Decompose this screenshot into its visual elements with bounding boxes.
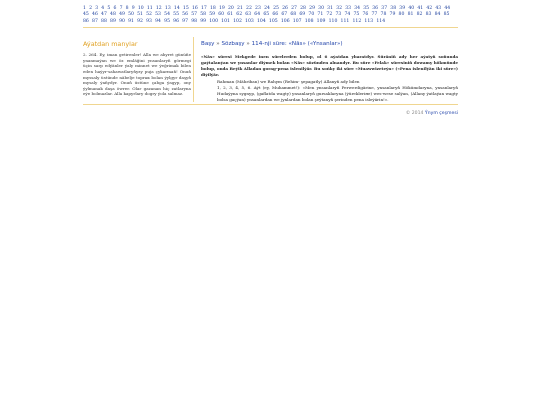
page-link[interactable]: 89 bbox=[110, 18, 116, 24]
breadcrumb-current: 114-nji süre: «Nās» («Ynsanlar») bbox=[251, 41, 343, 48]
page-link[interactable]: 3 bbox=[95, 6, 99, 11]
footer bbox=[83, 111, 458, 116]
page-link[interactable]: 50 bbox=[128, 12, 134, 18]
page-link[interactable]: 26 bbox=[282, 6, 288, 11]
page-link[interactable]: 83 bbox=[425, 12, 432, 18]
verses-text: 1, 2, 3, 4, 5, 6. Aýt (ey, Muhammet!): «Men ynsanlaryň Perwerdigärine, ynsanlaryň Hökümdaryna, ynsanlaryň Hudaýyna sygnyp, (gaflatda wagty) ynsanlaryň gursaklaryna (ýürekleriне) wes-wese salýan, (Allany ýatlaýan wagty bolsa gaçýan) ynsanlardan we jynlardan bolan şeýtanyň şerinden pena isleýärin!». bbox=[217, 85, 458, 102]
page-link[interactable]: 90 bbox=[119, 18, 125, 24]
page-link[interactable]: 41 bbox=[417, 6, 424, 11]
page-link[interactable]: 22 bbox=[246, 6, 252, 11]
page-link[interactable]: 96 bbox=[173, 18, 180, 24]
main-content bbox=[194, 37, 458, 102]
breadcrumb-separator: » bbox=[216, 41, 220, 48]
page-link[interactable]: 57 bbox=[191, 12, 198, 18]
page-link[interactable]: 110 bbox=[328, 18, 338, 24]
page-link[interactable]: 33 bbox=[345, 6, 352, 11]
page-link[interactable]: 109 bbox=[316, 18, 326, 24]
breadcrumb-contents-link[interactable]: Sözbaşy bbox=[221, 41, 245, 48]
page-link[interactable]: 30 bbox=[318, 6, 325, 11]
page-link[interactable]: 76 bbox=[362, 12, 369, 18]
page-link[interactable]: 71 bbox=[317, 12, 324, 18]
page-link[interactable]: 28 bbox=[300, 6, 306, 11]
page-link[interactable]: 9 bbox=[131, 6, 135, 11]
page-link[interactable]: 52 bbox=[146, 12, 152, 18]
page-link[interactable]: 74 bbox=[344, 12, 351, 18]
page-link[interactable]: 14 bbox=[173, 6, 180, 11]
page-link[interactable]: 79 bbox=[389, 12, 396, 18]
page-link[interactable]: 93 bbox=[146, 18, 152, 24]
page-link[interactable]: 24 bbox=[264, 6, 270, 11]
page-link[interactable]: 114 bbox=[376, 18, 386, 24]
page-link[interactable]: 4 bbox=[101, 6, 105, 11]
page-link[interactable]: 105 bbox=[268, 18, 278, 24]
page-link[interactable]: 102 bbox=[233, 18, 242, 24]
footer-copyright: © 2014 bbox=[405, 111, 424, 117]
page-link[interactable]: 54 bbox=[164, 12, 170, 18]
breadcrumb bbox=[201, 41, 458, 47]
page-link[interactable]: 112 bbox=[352, 18, 362, 24]
page-link[interactable]: 39 bbox=[399, 6, 406, 11]
breadcrumb-separator: » bbox=[246, 41, 250, 48]
page-link[interactable]: 107 bbox=[292, 18, 302, 24]
page-link[interactable]: 70 bbox=[308, 12, 315, 18]
page-wrapper bbox=[83, 6, 458, 116]
page-link[interactable]: 48 bbox=[110, 12, 116, 18]
page-link[interactable]: 113 bbox=[364, 18, 374, 24]
page-link[interactable]: 16 bbox=[191, 6, 198, 11]
page-link[interactable]: 25 bbox=[273, 6, 279, 11]
page-link[interactable]: 66 bbox=[272, 12, 279, 18]
page-link[interactable]: 32 bbox=[336, 6, 343, 11]
page-link[interactable]: 87 bbox=[92, 18, 98, 24]
page-link[interactable]: 38 bbox=[390, 6, 397, 11]
page-link[interactable]: 82 bbox=[416, 12, 423, 18]
page-link[interactable]: 92 bbox=[137, 18, 143, 24]
page-link[interactable]: 97 bbox=[182, 18, 189, 24]
page-link[interactable]: 75 bbox=[353, 12, 360, 18]
page-link[interactable]: 49 bbox=[119, 12, 125, 18]
page-link[interactable]: 15 bbox=[182, 6, 189, 11]
page-link[interactable]: 55 bbox=[173, 12, 180, 18]
page-link[interactable]: 67 bbox=[281, 12, 288, 18]
page-link[interactable]: 56 bbox=[182, 12, 189, 18]
footer-source-link[interactable]: Ýnym çeşmesi bbox=[424, 111, 458, 117]
page-link[interactable]: 88 bbox=[101, 18, 107, 24]
page-link[interactable]: 72 bbox=[326, 12, 333, 18]
page-link[interactable]: 5 bbox=[107, 6, 111, 11]
page-link[interactable]: 11 bbox=[146, 6, 153, 11]
page-link[interactable]: 91 bbox=[128, 18, 134, 24]
page-link[interactable]: 19 bbox=[218, 6, 225, 11]
page-link[interactable]: 80 bbox=[398, 12, 405, 18]
page-link[interactable]: 86 bbox=[83, 18, 89, 24]
page-link[interactable]: 44 bbox=[444, 6, 451, 11]
page-link[interactable]: 61 bbox=[227, 12, 234, 18]
page-link[interactable]: 45 bbox=[83, 12, 89, 18]
bottom-divider bbox=[83, 104, 458, 105]
page-link[interactable]: 103 bbox=[245, 18, 254, 24]
page-link[interactable]: 63 bbox=[245, 12, 252, 18]
page-link[interactable]: 99 bbox=[200, 18, 207, 24]
page-link[interactable]: 13 bbox=[164, 6, 171, 11]
page-link[interactable]: 78 bbox=[380, 12, 387, 18]
page-link[interactable]: 10 bbox=[137, 6, 144, 11]
page-link[interactable]: 43 bbox=[435, 6, 442, 11]
page-link[interactable]: 100 bbox=[209, 18, 218, 24]
page-link[interactable]: 58 bbox=[200, 12, 207, 18]
page-link[interactable]: 23 bbox=[255, 6, 261, 11]
page-link[interactable]: 7 bbox=[119, 6, 123, 11]
page-link[interactable]: 12 bbox=[155, 6, 162, 11]
page-link[interactable]: 31 bbox=[327, 6, 334, 11]
bismillah-line: Rahman (Mähriban) we Rahym (Rehim- şepagatly) Allanyň ady bilen bbox=[217, 79, 360, 85]
top-divider bbox=[83, 27, 458, 28]
page-link[interactable]: 60 bbox=[218, 12, 225, 18]
page-link[interactable]: 46 bbox=[92, 12, 98, 18]
page-link[interactable]: 51 bbox=[137, 12, 143, 18]
page-link[interactable]: 29 bbox=[309, 6, 315, 11]
page-link[interactable]: 8 bbox=[125, 6, 129, 11]
page-link[interactable]: 36 bbox=[372, 6, 379, 11]
page-link[interactable]: 40 bbox=[408, 6, 415, 11]
page-link[interactable]: 73 bbox=[335, 12, 342, 18]
page-link[interactable]: 1 bbox=[83, 6, 86, 11]
page-link[interactable]: 20 bbox=[228, 6, 234, 11]
surah-introduction: «Nās» süresi Mekgede inen sürelerden bolup, ol 6 aýatdan ybaratdyr. Süräniň ady her aýatyň soňunda gaýtalanýan we ynsanlar diýmek bolan «Nās» sözünden alnandyr. Bu süre «Felak» süresiniň dowamy hökmünde bolup, onda Beýik Alladan gorag-pena islenilýär. Bu sońky iki süre «Muawwizeteýn» («Pena islenilýän iki süre») diýilýär. bbox=[201, 54, 458, 77]
page-link[interactable]: 2 bbox=[89, 6, 93, 11]
page-link[interactable]: 64 bbox=[254, 12, 261, 18]
content-area bbox=[83, 37, 458, 102]
page-link[interactable]: 85 bbox=[443, 12, 450, 18]
sidebar-title: Aýatdan manylar bbox=[83, 40, 138, 49]
page-link[interactable]: 6 bbox=[113, 6, 117, 11]
page-number-links bbox=[83, 6, 458, 25]
page-link[interactable]: 94 bbox=[155, 18, 161, 24]
page-link[interactable]: 111 bbox=[340, 18, 350, 24]
page-link[interactable]: 106 bbox=[280, 18, 290, 24]
page-link[interactable]: 17 bbox=[200, 6, 207, 11]
page-link[interactable]: 53 bbox=[155, 12, 161, 18]
page-link[interactable]: 62 bbox=[236, 12, 243, 18]
page-link[interactable]: 101 bbox=[221, 18, 230, 24]
page-link[interactable]: 69 bbox=[299, 12, 306, 18]
page-link[interactable]: 34 bbox=[354, 6, 361, 11]
page-link[interactable]: 84 bbox=[434, 12, 441, 18]
page-link[interactable]: 98 bbox=[191, 18, 198, 24]
page-link[interactable]: 42 bbox=[426, 6, 433, 11]
page-link[interactable]: 21 bbox=[237, 6, 243, 11]
page-link[interactable]: 37 bbox=[381, 6, 388, 11]
page-link[interactable]: 65 bbox=[263, 12, 270, 18]
page-link[interactable]: 108 bbox=[304, 18, 314, 24]
page-link[interactable]: 68 bbox=[290, 12, 297, 18]
page-link[interactable]: 81 bbox=[407, 12, 414, 18]
page-link[interactable]: 104 bbox=[256, 18, 266, 24]
page-link[interactable]: 27 bbox=[291, 6, 297, 11]
sidebar bbox=[83, 37, 194, 102]
breadcrumb-home-link[interactable]: Başy bbox=[201, 41, 215, 48]
page-link[interactable]: 77 bbox=[371, 12, 378, 18]
page-link[interactable]: 35 bbox=[363, 6, 370, 11]
page-link[interactable]: 18 bbox=[209, 6, 216, 11]
page-link[interactable]: 95 bbox=[164, 18, 170, 24]
page-link[interactable]: 47 bbox=[101, 12, 107, 18]
sidebar-text: 2. 264. Ey, iman getirenler! Alla we ahyret günüňe ynanmaýan we öz emläğini ynsanlaryň görmegi üçin sarp edýänler ýaly minnet we ýeğrimak bilen eden haýyr-sahawatlaryňyzy puja çykarmaň! Onuň myssaly üstünde näbelje topraк bolan ýylgyr daşyň mysaly ýaňydyr. Onuň üstüne çabga ýagyp, ony ýylmanak daşa öwrer. Olar gazanan hiç zatlaryna eýe bolmazlar. Alla kapyrlary dogry ýola salmaz. bbox=[83, 52, 191, 97]
page-link[interactable]: 59 bbox=[209, 12, 216, 18]
